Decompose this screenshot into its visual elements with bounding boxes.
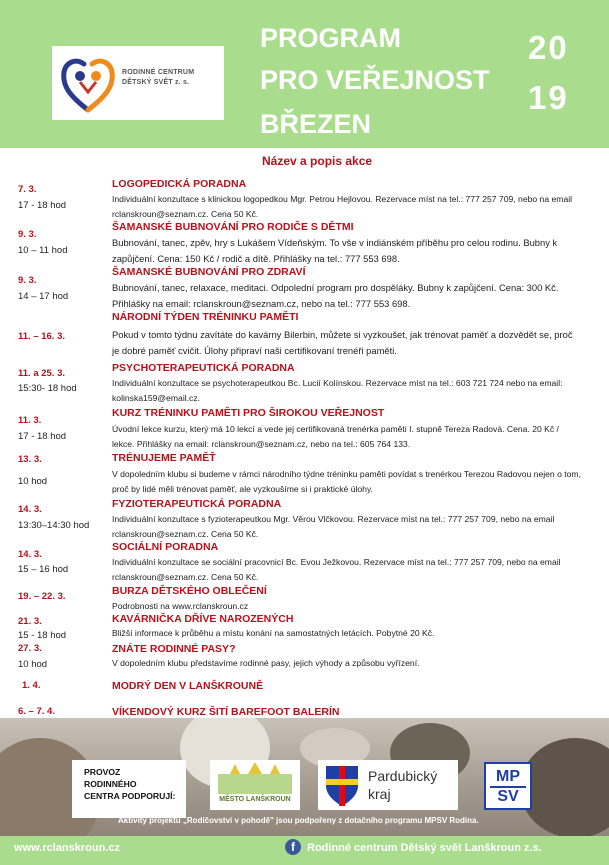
event-title: BURZA DĚTSKÉHO OBLEČENÍ: [112, 585, 267, 597]
event-title: VÍKENDOVÝ KURZ ŠITÍ BAREFOOT BALERÍN: [112, 706, 340, 718]
program-title-3: BŘEZEN: [260, 109, 372, 139]
kraj-shield-icon: [322, 762, 362, 808]
event-date: 11. a 25. 3.: [18, 368, 66, 379]
mesto-logo-text: MĚSTO LANŠKROUN: [219, 796, 291, 803]
column-header: Název a popis akce: [262, 154, 373, 168]
facebook-icon[interactable]: f: [285, 839, 301, 855]
year-top: 20: [528, 29, 569, 66]
event-title: LOGOPEDICKÁ PORADNA: [112, 178, 247, 190]
event-time: 15:30- 18 hod: [18, 383, 77, 394]
event-time: 10 hod: [18, 476, 48, 487]
event-date: 11. – 16. 3.: [18, 331, 66, 342]
event-desc: Individuální konzultace s klinickou logopedkou Mgr. Petrou Hejlovou. Rezervace míst na tel.: 777 257 709, nebo na email rclanskroun@seznam.cz. Cena 50 Kč.: [112, 194, 573, 219]
event-title: NÁRODNÍ TÝDEN TRÉNINKU PAMĚTI: [112, 311, 299, 323]
event-date: 9. 3.: [18, 229, 37, 240]
event-desc: Bubnování, tanec, zpěv, hry s Lukášem Vídeňským. To vše v indiánském příběhu pro celou rodinu. Bubny k zapůjčení. Cena: 150 Kč / rodič a dítě. Přihlášky na tel.: 777 553 698.: [112, 237, 558, 264]
event-date: 1. 4.: [22, 680, 41, 691]
program-title-2: PRO VEŘEJNOST: [260, 65, 490, 95]
event-desc: Podrobnosti na www.rclanskroun.cz: [112, 601, 249, 611]
logo-line-2: DĚTSKÝ SVĚT z. s.: [122, 79, 190, 86]
event-desc: Individuální konzultace se sociální pracovnicí Bc. Evou Ježkovou. Rezervace míst na tel.: 777 257 709, nebo na email rclanskroun@seznam.cz. Cena 50 Kč.: [112, 557, 561, 582]
support-line-2: RODINNÉHO: [84, 779, 137, 789]
event-date: 6. – 7. 4.: [18, 706, 55, 717]
event-desc: V dopoledním klubu představíme rodinné pasy, jejich výhody a způsobu vyřízení.: [112, 658, 420, 668]
mpsv-top: MP: [496, 768, 520, 785]
mpsv-bottom: SV: [497, 788, 519, 805]
mesto-lanskroun-logo: [210, 760, 300, 810]
event-desc: Individuální konzultace se psychoterapeutkou Bc. Lucií Kolínskou. Rezervace míst na tel.: 603 721 724 nebo na email: kolinska159@email.cz.: [112, 378, 563, 403]
event-date: 21. 3.: [18, 616, 42, 627]
logo-line-1: RODINNÉ CENTRUM: [122, 69, 195, 76]
website-link[interactable]: www.rclanskroun.cz: [14, 842, 120, 854]
support-line-1: PROVOZ: [84, 767, 121, 777]
event-date: 27. 3.: [18, 643, 42, 654]
event-desc: Bližší informace k průběhu a místu konání na samostatných letácích. Pobytné 20 Kč.: [112, 628, 435, 638]
event-title: FYZIOTERAPEUTICKÁ PORADNA: [112, 498, 282, 510]
event-title: TRÉNUJEME PAMĚŤ: [112, 452, 216, 464]
event-desc: Bubnování, tanec, relaxace, meditaci. Odpolední program pro dospěláky. Bubny k zapůjčení. Cena: 300 Kč. Přihlášky na email: rclanskroun@seznam.cz, nebo na tel.: 777 553 698.: [112, 282, 559, 309]
event-title: KAVÁRNIČKA DŘÍVE NAROZENÝCH: [112, 613, 294, 625]
heart-icon: [60, 52, 116, 114]
year-bottom: 19: [528, 79, 569, 116]
mesto-logo-icon: [210, 760, 300, 796]
support-line-3: CENTRA PODPORUJÍ:: [84, 791, 176, 801]
pardubicky-kraj-logo: [318, 760, 458, 810]
event-desc: Pokud v tomto týdnu zavítáte do kavárny Bilerbin, můžete si vyzkoušet, jak trénovat paměť a dozvědět se, proč je dobré paměť cvičit. Úlohy připraví naši certifikovaní trenéři paměti.: [112, 329, 573, 356]
program-title-1: PROGRAM: [260, 23, 401, 53]
facebook-link[interactable]: Rodinné centrum Dětský svět Lanškroun z.s.: [307, 842, 542, 854]
kraj-line-2: kraj: [368, 786, 391, 802]
event-title: PSYCHOTERAPEUTICKÁ PORADNA: [112, 362, 295, 374]
event-title: SOCIÁLNÍ PORADNA: [112, 541, 219, 553]
event-date: 14. 3.: [18, 549, 42, 560]
event-desc: Úvodní lekce kurzu, který má 10 lekcí a vede jej certifikovaná trenérka paměti I. stupně Tereza Radová. Cena. 20 Kč / lekce. Přihlášky na email: rclanskroun@seznam.cz, nebo na tel.: 605 764 133.: [112, 424, 559, 449]
event-title: ŠAMANSKÉ BUBNOVÁNÍ PRO ZDRAVÍ: [112, 266, 306, 278]
event-title: ŠAMANSKÉ BUBNOVÁNÍ PRO RODIČE S DĚTMI: [112, 221, 354, 233]
event-date: 7. 3.: [18, 184, 37, 195]
event-time: 17 - 18 hod: [18, 431, 67, 442]
event-time: 14 – 17 hod: [18, 291, 69, 302]
event-time: 13:30–14:30 hod: [18, 520, 90, 531]
event-time: 15 – 16 hod: [18, 564, 69, 575]
event-date: 13. 3.: [18, 454, 42, 465]
event-date: 11. 3.: [18, 415, 42, 426]
mpsv-logo: [484, 762, 532, 810]
rc-logo: [52, 46, 224, 120]
event-time: 15 - 18 hod: [18, 630, 67, 641]
event-desc: V dopoledním klubu si budeme v rámci národního týdne tréninku paměti povídat s trenérkou Terezou Radovou nejen o tom, proč by lidé měli trénovat paměť, ale vyzkoušíme si i praktické úlohy.: [112, 469, 581, 494]
event-time: 17 - 18 hod: [18, 200, 67, 211]
event-time: 10 hod: [18, 659, 48, 670]
event-title: MODRÝ DEN V LANŠKROUNĚ: [112, 680, 264, 692]
event-date: 19. – 22. 3.: [18, 591, 66, 602]
event-title: KURZ TRÉNINKU PAMĚTI PRO ŠIROKOU VEŘEJNOST: [112, 407, 385, 419]
event-date: 14. 3.: [18, 504, 42, 515]
funding-note: Aktivity projektu „Rodičovství v pohodě" jsou podpořeny z dotačního programu MPSV Rodina.: [118, 816, 479, 825]
event-date: 9. 3.: [18, 275, 37, 286]
support-box: [72, 760, 186, 818]
event-title: ZNÁTE RODINNÉ PASY?: [112, 643, 236, 655]
kraj-line-1: Pardubický: [368, 768, 438, 784]
event-desc: Individuální konzultace s fyzioterapeutkou Mgr. Věrou Vlčkovou. Rezervace míst na tel.: 777 257 709, nebo na email rclanskroun@seznam.cz. Cena 50 Kč.: [112, 514, 555, 539]
event-time: 10 – 11 hod: [18, 245, 68, 256]
